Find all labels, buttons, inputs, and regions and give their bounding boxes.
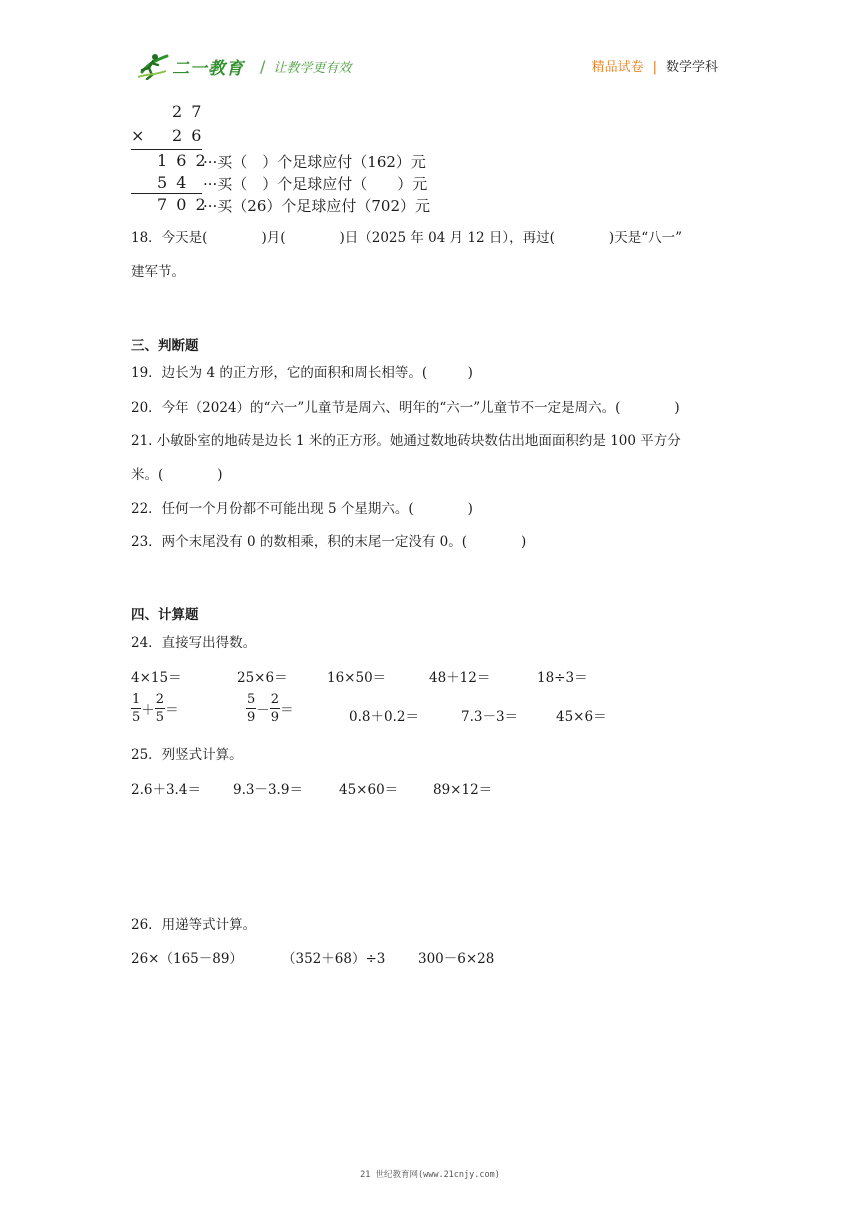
premium-label: 精品试卷 bbox=[591, 60, 644, 75]
fraction: $\frac{2}{9}$ bbox=[270, 692, 280, 725]
page-footer: 21 世纪教育网(www.21cnjy.com) bbox=[360, 1170, 500, 1180]
calc-item: 45×60＝ bbox=[339, 782, 399, 798]
question-18-line2: 建军节。 bbox=[131, 264, 185, 280]
vm-bottom-number: 2 6 bbox=[172, 126, 204, 145]
header-logo bbox=[136, 50, 351, 82]
brand-name: 二一教育 bbox=[172, 58, 244, 79]
calc-item: 89×12＝ bbox=[433, 782, 493, 798]
question-18-line1: 18．今天是( )月( )日（2025 年 04 月 12 日），再过( )天是“八一” bbox=[131, 230, 683, 246]
question-25-title: 25．列竖式计算。 bbox=[131, 747, 243, 763]
calc-item: 18÷3＝ bbox=[537, 670, 588, 686]
calc-item: 0.8＋0.2＝ bbox=[349, 709, 419, 725]
vm-note-1: ···买（ ）个足球应付（162）元 bbox=[203, 153, 426, 171]
fraction: $\frac{2}{5}$ bbox=[155, 692, 165, 725]
header-slash: / bbox=[260, 56, 266, 76]
fraction: $\frac{5}{9}$ bbox=[247, 692, 256, 725]
question-26-title: 26．用递等式计算。 bbox=[131, 917, 257, 933]
vm-partial-1: 1 6 2 bbox=[157, 151, 208, 170]
vm-rule-2 bbox=[131, 193, 202, 194]
calc-item: 45×6＝ bbox=[556, 709, 607, 725]
question-24-title: 24．直接写出得数。 bbox=[131, 635, 257, 651]
vm-note-3: ···买（26）个足球应付（702）元 bbox=[203, 197, 431, 215]
calc-item: （352＋68）÷3 bbox=[282, 951, 386, 967]
subject-label: 数学学科 bbox=[665, 60, 718, 75]
vm-product: 7 0 2 bbox=[157, 195, 208, 214]
header-right bbox=[592, 56, 718, 75]
brand-slogan: 让教学更有效 bbox=[273, 60, 352, 76]
vm-partial-2: 5 4 bbox=[157, 173, 189, 192]
header-separator: | bbox=[652, 60, 657, 75]
fraction-expression-2: $\frac{5}{9}$ － $\frac{2}{9}$ ＝ bbox=[247, 692, 294, 725]
calc-item: 16×50＝ bbox=[327, 670, 387, 686]
fraction-expression-1: $\frac{1}{5}$ ＋ $\frac{2}{5}$ ＝ bbox=[132, 692, 179, 725]
calc-item: 9.3－3.9＝ bbox=[233, 782, 303, 798]
vm-note-2: ···买（ ）个足球应付（ ）元 bbox=[203, 175, 428, 193]
question-23: 23．两个末尾没有 0 的数相乘，积的末尾一定没有 0。( ) bbox=[131, 534, 527, 550]
calc-item: 2.6＋3.4＝ bbox=[131, 782, 201, 798]
question-22: 22．任何一个月份都不可能出现 5 个星期六。( ) bbox=[131, 501, 473, 517]
calc-item: 48＋12＝ bbox=[429, 670, 491, 686]
vm-rule-1 bbox=[131, 149, 202, 150]
calc-item: 7.3－3＝ bbox=[461, 709, 519, 725]
runner-logo-icon bbox=[136, 52, 170, 80]
vm-times-sign: × bbox=[131, 126, 145, 145]
calc-item: 26×（165－89） bbox=[131, 951, 243, 967]
question-21-line2: 米。( ) bbox=[131, 467, 223, 483]
section-3-title: 三、判断题 bbox=[131, 338, 199, 354]
calc-item: 300－6×28 bbox=[418, 951, 495, 967]
fraction: $\frac{1}{5}$ bbox=[132, 692, 141, 725]
question-19: 19．边长为 4 的正方形，它的面积和周长相等。( ) bbox=[131, 365, 473, 381]
question-21-line1: 21. 小敏卧室的地砖是边长 1 米的正方形。她通过数地砖块数估出地面面积约是 100 平方分 bbox=[131, 433, 681, 449]
section-4-title: 四、计算题 bbox=[131, 607, 199, 623]
calc-item: 25×6＝ bbox=[237, 670, 288, 686]
calc-item: 4×15＝ bbox=[131, 670, 182, 686]
vm-top-number: 2 7 bbox=[172, 102, 204, 121]
question-20: 20．今年（2024）的“六一”儿童节是周六、明年的“六一”儿童节不一定是周六。( ) bbox=[131, 400, 680, 416]
